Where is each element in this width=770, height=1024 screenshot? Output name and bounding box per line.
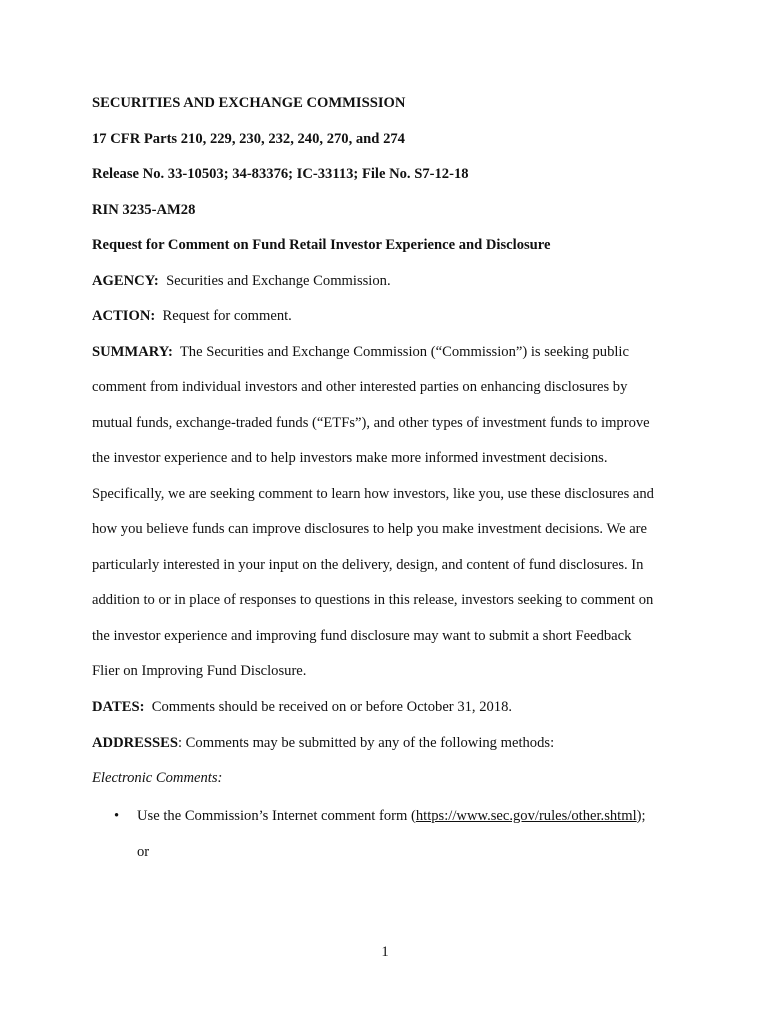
summary-line-4: the investor experience and to help investors make more informed investment decisions. <box>92 450 608 466</box>
electronic-comments-heading: Electronic Comments: <box>92 770 223 786</box>
summary-line-9: the investor experience and improving fund disclosure may want to submit a short Feedback <box>92 628 632 644</box>
bullet-icon: • <box>114 808 120 824</box>
dates-label: DATES: <box>92 699 145 715</box>
summary-line-2: comment from individual investors and other interested parties on enhancing disclosures by <box>92 379 628 395</box>
agency-line <box>92 272 391 290</box>
summary-line-7: particularly interested in your input on the delivery, design, and content of fund disclosures. In <box>92 557 644 573</box>
dates-line <box>92 698 512 716</box>
bullet-item-comment-form <box>137 807 646 825</box>
summary-line-1 <box>92 343 629 361</box>
summary-line-10: Flier on Improving Fund Disclosure. <box>92 663 307 679</box>
summary-line-5: Specifically, we are seeking comment to learn how investors, like you, use these disclosures and <box>92 486 654 502</box>
action-label: ACTION: <box>92 308 156 324</box>
comment-form-link[interactable]: https://www.sec.gov/rules/other.shtml <box>415 808 637 824</box>
rin-number: RIN 3235-AM28 <box>92 202 196 218</box>
addresses-value: : Comments may be submitted by any of the following methods: <box>177 735 555 751</box>
document-title: Request for Comment on Fund Retail Investor Experience and Disclosure <box>92 237 551 253</box>
action-value: Request for comment. <box>162 308 292 324</box>
summary-text: The Securities and Exchange Commission (“Commission”) is seeking public <box>179 344 629 360</box>
agency-title: SECURITIES AND EXCHANGE COMMISSION <box>92 95 406 111</box>
bullet-suffix: ); <box>636 808 646 824</box>
release-number: Release No. 33-10503; 34-83376; IC-33113; File No. S7-12-18 <box>92 166 469 182</box>
bullet-prefix: Use the Commission’s Internet comment form ( <box>137 808 416 824</box>
addresses-label: ADDRESSES <box>92 735 178 751</box>
bullet-continuation: or <box>137 844 150 860</box>
dates-value: Comments should be received on or before October 31, 2018. <box>151 699 513 715</box>
addresses-line <box>92 734 554 752</box>
page-number: 1 <box>381 944 389 960</box>
agency-label: AGENCY: <box>92 273 159 289</box>
summary-line-8: addition to or in place of responses to questions in this release, investors seeking to comment on <box>92 592 654 608</box>
cfr-parts: 17 CFR Parts 210, 229, 230, 232, 240, 270, and 274 <box>92 131 405 147</box>
summary-line-3: mutual funds, exchange-traded funds (“ETFs”), and other types of investment funds to improve <box>92 415 650 431</box>
summary-label: SUMMARY: <box>92 344 173 360</box>
summary-line-6: how you believe funds can improve disclosures to help you make investment decisions. We are <box>92 521 648 537</box>
action-line <box>92 307 292 325</box>
agency-value: Securities and Exchange Commission. <box>166 273 391 289</box>
